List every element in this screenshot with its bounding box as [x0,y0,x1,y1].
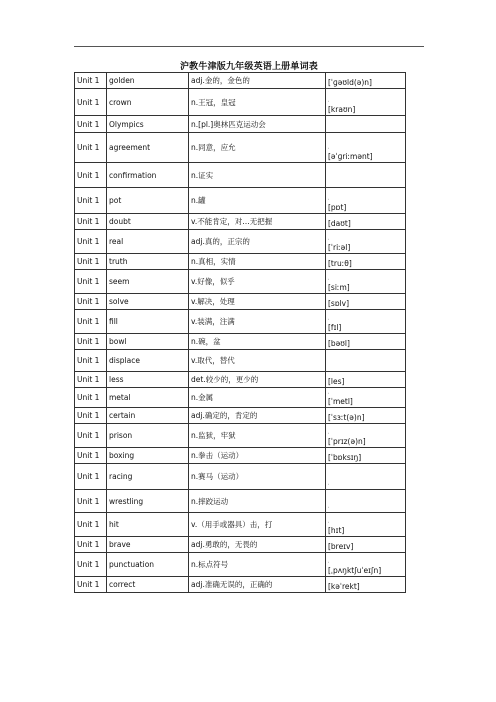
unit-cell [75,334,107,350]
unit-cell-text: Unit 1 [77,237,100,246]
pronunciation-cell-text: [truːθ] [328,259,352,268]
word-cell [107,133,189,163]
unit-cell [75,350,107,372]
unit-cell-text: Unit 1 [77,580,100,589]
pronunciation-cell [326,133,406,163]
meaning-cell-text: adj.准确无误的，正确的 [191,580,273,589]
meaning-cell-text: v.好像，似乎 [191,277,235,286]
pronunciation-cell-text: [hɪt] [328,526,345,535]
pronunciation-cell [326,490,406,513]
pronunciation-cell-text: [kraʊn] [328,105,356,114]
word-cell-text: certain [109,411,136,420]
word-cell-text: seem [109,277,130,286]
pronunciation-cell [326,270,406,294]
word-cell [107,372,189,388]
meaning-cell [189,310,326,334]
meaning-cell-text: adj.勇敢的，无畏的 [191,540,258,549]
unit-cell [75,408,107,424]
meaning-cell [189,73,326,89]
meaning-cell-text: v.取代，替代 [191,356,235,365]
pronunciation-cell [326,513,406,537]
unit-cell-text: Unit 1 [77,560,100,569]
header-rule [74,46,424,47]
table-row [75,133,406,163]
unit-cell-text: Unit 1 [77,317,100,326]
meaning-cell-text: adj.真的，正宗的 [191,237,250,246]
meaning-cell-text: n.拳击（运动） [191,451,244,460]
meaning-cell [189,388,326,408]
word-cell-text: brave [109,540,131,549]
meaning-cell-text: v.解决，处理 [191,297,235,306]
word-cell-text: displace [109,356,140,365]
meaning-cell-text: n.真相，实情 [191,257,236,266]
pronunciation-cell-text: [siːm] [328,283,350,292]
meaning-cell-text: adj.确定的，肯定的 [191,411,258,420]
table-row [75,334,406,350]
table-row [75,408,406,424]
unit-cell [75,372,107,388]
pronunciation-cell-text: [breɪv] [328,542,354,551]
pronunciation-cell [326,388,406,408]
pronunciation-cell [326,350,406,372]
meaning-cell [189,254,326,270]
pronunciation-cell-text: [ˈɡəʊld(ə)n] [328,78,372,87]
mark-glyph: ˈ [328,483,330,488]
unit-cell [75,270,107,294]
pronunciation-cell-text: [daʊt] [328,219,351,228]
meaning-cell [189,270,326,294]
meaning-cell [189,553,326,577]
mark-glyph: ˈ [328,521,330,526]
meaning-cell [189,577,326,593]
pronunciation-cell [326,116,406,133]
pronunciation-cell-text: [kəˈrekt] [328,582,360,591]
word-cell [107,230,189,254]
unit-cell-text: Unit 1 [77,217,100,226]
table-row [75,294,406,310]
meaning-cell [189,537,326,553]
unit-cell [75,388,107,408]
meaning-cell [189,350,326,372]
meaning-cell-text: n.[pl.]奥林匹克运动会 [191,119,266,129]
table-row [75,372,406,388]
mark-glyph: ˈ [328,561,330,566]
pronunciation-cell [326,334,406,350]
word-cell [107,254,189,270]
meaning-cell [189,230,326,254]
pronunciation-cell [326,73,406,89]
meaning-cell-text: v.不能肯定，对…无把握 [191,217,273,226]
mark-glyph: ˈ [328,506,330,511]
pronunciation-cell [326,310,406,334]
word-cell-text: confirmation [109,170,157,180]
unit-cell [75,577,107,593]
meaning-cell-text: n.金属 [191,393,214,402]
mark-glyph: ˈ [328,198,330,203]
pronunciation-cell [326,448,406,464]
pronunciation-cell [326,188,406,214]
unit-cell [75,464,107,490]
table-row [75,388,406,408]
pronunciation-cell [326,577,406,593]
word-cell [107,553,189,577]
table-row [75,577,406,593]
unit-cell-text: Unit 1 [77,540,100,549]
pronunciation-cell-text: [əˈɡriːmənt] [328,152,373,161]
pronunciation-cell [326,89,406,116]
meaning-cell-text: n.摔跤运动 [191,496,229,506]
meaning-cell-text: det.较少的，更少的 [191,375,259,384]
meaning-cell [189,214,326,230]
unit-cell-text: Unit 1 [77,393,100,402]
pronunciation-cell-text: [fɪl] [328,323,342,332]
mark-glyph: ˈ [328,392,330,397]
meaning-cell [189,464,326,490]
table-row [75,73,406,89]
unit-cell-text: Unit 1 [77,431,100,440]
word-cell-text: prison [109,431,133,440]
meaning-cell-text: n.罐 [191,196,206,205]
word-cell [107,424,189,448]
meaning-cell [189,334,326,350]
word-cell [107,214,189,230]
unit-cell [75,448,107,464]
pronunciation-cell [326,408,406,424]
unit-cell [75,133,107,163]
table-row [75,254,406,270]
word-cell-text: hit [109,520,119,529]
word-cell-text: solve [109,297,129,306]
word-cell-text: boxing [109,451,135,460]
pronunciation-cell [326,553,406,577]
word-cell [107,350,189,372]
pronunciation-cell [326,163,406,188]
meaning-cell-text: n.监狱，牢狱 [191,431,236,440]
word-cell-text: wrestling [109,496,144,506]
meaning-cell-text: v.（用手或器具）击，打 [191,520,273,529]
table-row [75,464,406,490]
unit-cell-text: Unit 1 [77,411,100,420]
word-cell-text: agreement [109,143,151,152]
table-row [75,163,406,188]
vocabulary-table [74,72,406,593]
page-title: 沪教牛津版九年级英语上册单词表 [179,62,318,72]
word-cell-text: crown [109,97,132,107]
pronunciation-cell [326,537,406,553]
word-cell-text: real [109,237,124,246]
word-cell [107,334,189,350]
word-cell [107,464,189,490]
mark-glyph: ˈ [328,318,330,323]
pronunciation-cell [326,230,406,254]
table-row [75,310,406,334]
unit-cell-text: Unit 1 [77,356,100,365]
pronunciation-cell [326,372,406,388]
pronunciation-cell-text: [bəʊl] [328,339,350,348]
word-cell [107,163,189,188]
meaning-cell-text: v.装满，注满 [191,317,235,326]
word-cell [107,448,189,464]
table-row [75,537,406,553]
unit-cell-text: Unit 1 [77,196,100,205]
word-cell [107,294,189,310]
unit-cell [75,424,107,448]
meaning-cell [189,490,326,513]
unit-cell-text: Unit 1 [77,170,100,180]
unit-cell [75,116,107,133]
unit-cell-text: Unit 1 [77,277,100,286]
pronunciation-cell [326,214,406,230]
unit-cell [75,513,107,537]
unit-cell-text: Unit 1 [77,119,100,129]
table-row [75,230,406,254]
unit-cell-text: Unit 1 [77,97,100,107]
pronunciation-cell-text: [ˈsɜːt(ə)n] [328,413,365,422]
pronunciation-cell-text: [les] [328,377,345,386]
meaning-cell [189,408,326,424]
pronunciation-cell [326,254,406,270]
unit-cell [75,214,107,230]
word-cell [107,116,189,133]
pronunciation-cell [326,424,406,448]
unit-cell [75,553,107,577]
meaning-cell [189,89,326,116]
unit-cell-text: Unit 1 [77,472,100,481]
unit-cell [75,188,107,214]
meaning-cell-text: n.碗，盆 [191,337,221,346]
word-cell [107,89,189,116]
mark-glyph: ˈ [328,100,330,105]
unit-cell [75,73,107,89]
table-row [75,553,406,577]
meaning-cell [189,188,326,214]
meaning-cell [189,424,326,448]
word-cell-text: metal [109,393,131,402]
word-cell-text: pot [109,196,122,205]
word-cell [107,310,189,334]
unit-cell [75,294,107,310]
word-cell-text: doubt [109,217,131,226]
unit-cell-text: Unit 1 [77,496,100,506]
meaning-cell-text: n.证实 [191,170,214,180]
word-cell-text: Olympics [109,119,144,129]
table-row [75,448,406,464]
word-cell [107,188,189,214]
meaning-cell-text: n.王冠，皇冠 [191,97,236,107]
unit-cell [75,490,107,513]
word-cell [107,388,189,408]
unit-cell-text: Unit 1 [77,297,100,306]
pronunciation-cell-text: [ˈbɒksɪŋ] [328,453,362,462]
pronunciation-cell-text: [ˈmetl] [328,397,353,406]
pronunciation-cell [326,294,406,310]
mark-glyph: ˈ [328,432,330,437]
table-row [75,116,406,133]
word-cell [107,577,189,593]
unit-cell [75,310,107,334]
unit-cell-text: Unit 1 [77,257,100,266]
meaning-cell-text: adj.金的，金色的 [191,76,250,85]
meaning-cell [189,116,326,133]
word-cell [107,270,189,294]
word-cell-text: punctuation [109,560,155,569]
word-cell-text: truth [109,257,128,266]
meaning-cell-text: n.赛马（运动） [191,472,244,481]
unit-cell-text: Unit 1 [77,143,100,152]
word-cell-text: bowl [109,337,127,346]
table-row [75,188,406,214]
meaning-cell [189,448,326,464]
pronunciation-cell-text: [sɒlv] [328,299,350,308]
unit-cell [75,163,107,188]
unit-cell-text: Unit 1 [77,337,100,346]
word-cell-text: correct [109,580,136,589]
meaning-cell [189,133,326,163]
word-cell [107,513,189,537]
mark-glyph: ˈ [328,238,330,243]
pronunciation-cell-text: [ˌpʌŋktʃuˈeɪʃn] [328,566,382,575]
unit-cell-text: Unit 1 [77,375,100,384]
table-row [75,214,406,230]
word-cell-text: less [109,375,124,384]
word-cell [107,408,189,424]
table-row [75,89,406,116]
unit-cell [75,254,107,270]
table-row [75,490,406,513]
meaning-cell [189,294,326,310]
meaning-cell [189,513,326,537]
mark-glyph: ˈ [328,147,330,152]
pronunciation-cell [326,464,406,490]
pronunciation-cell-text: [ˈprɪz(ə)n] [328,437,366,446]
pronunciation-cell-text: [ˈriːəl] [328,243,351,252]
unit-cell-text: Unit 1 [77,451,100,460]
unit-cell [75,89,107,116]
unit-cell [75,537,107,553]
unit-cell [75,230,107,254]
pronunciation-cell-text: [pɒt] [328,203,347,212]
meaning-cell-text: n.标点符号 [191,560,229,569]
word-cell [107,490,189,513]
word-cell [107,73,189,89]
unit-cell-text: Unit 1 [77,76,100,85]
word-cell [107,537,189,553]
table-row [75,513,406,537]
table-row [75,350,406,372]
mark-glyph: ˈ [328,278,330,283]
meaning-cell [189,372,326,388]
table-row [75,424,406,448]
word-cell-text: golden [109,76,135,85]
table-row [75,270,406,294]
word-cell-text: racing [109,472,133,481]
unit-cell-text: Unit 1 [77,520,100,529]
meaning-cell [189,163,326,188]
meaning-cell-text: n.同意，应允 [191,143,236,152]
word-cell-text: fill [109,317,118,326]
